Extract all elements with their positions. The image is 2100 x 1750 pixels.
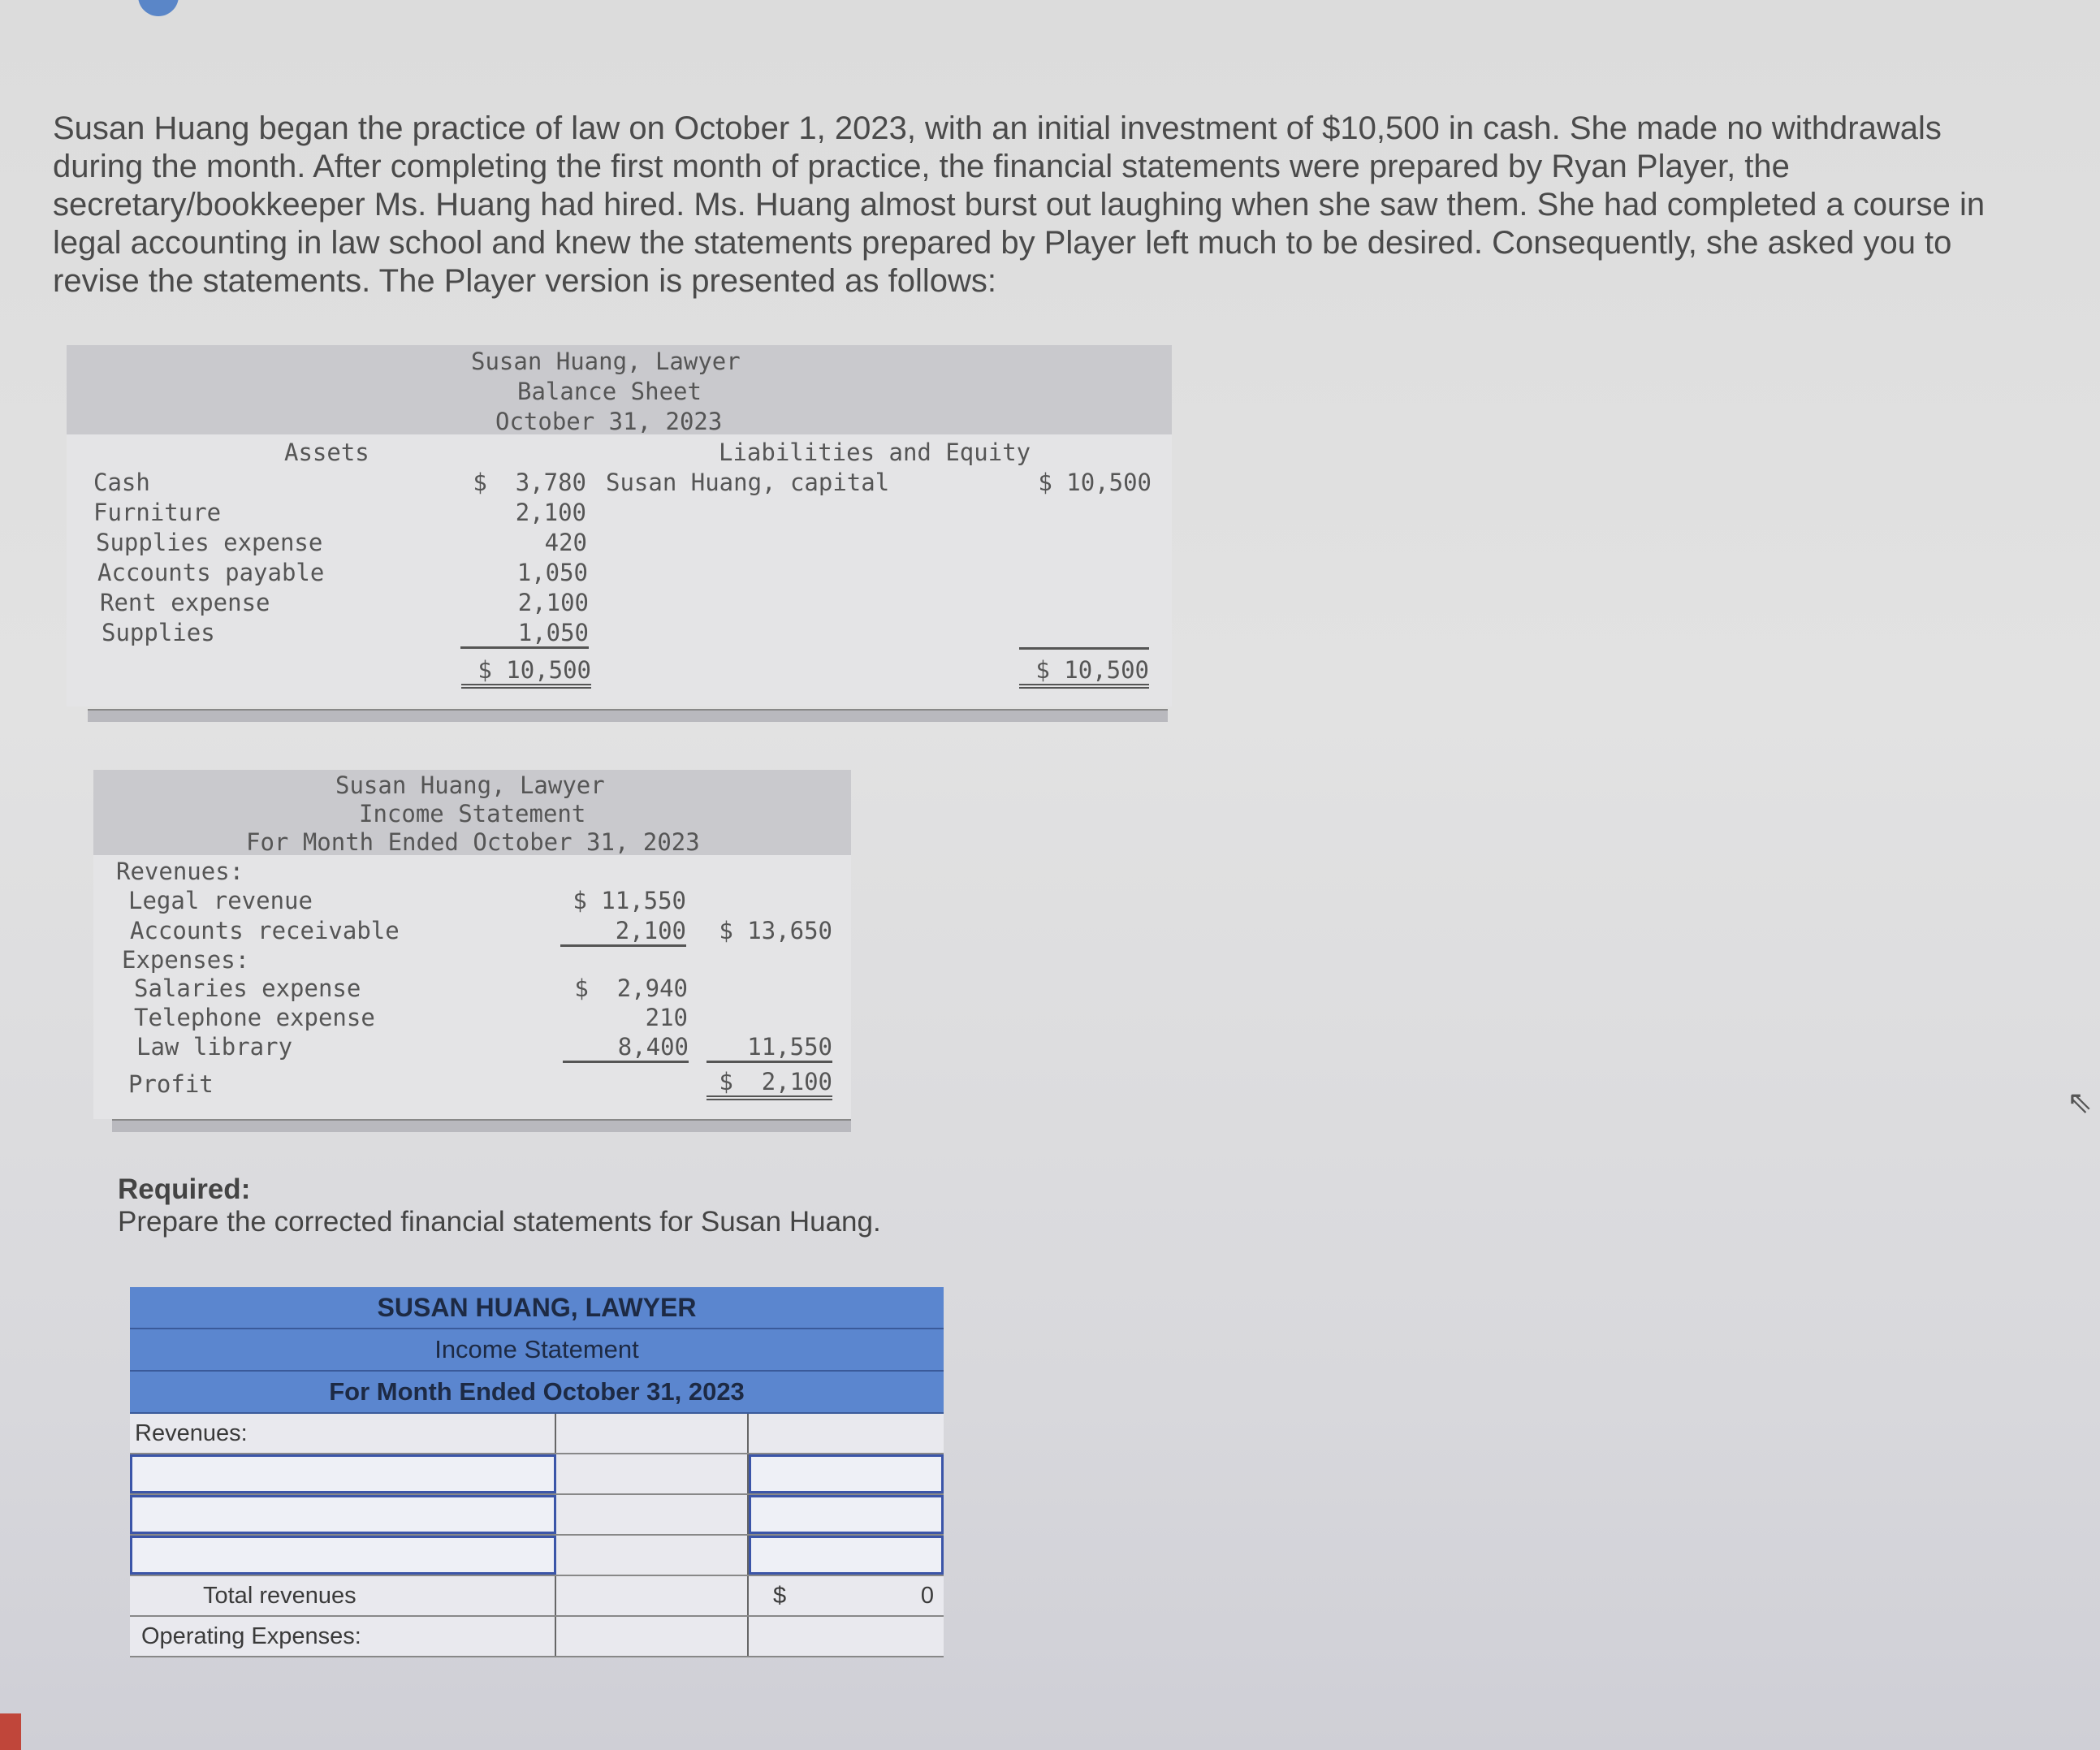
exp-total: 11,550 (706, 1033, 832, 1063)
required-heading: Required: (118, 1173, 251, 1205)
revenue-account-select[interactable] (130, 1536, 556, 1575)
asset-label: Supplies (102, 619, 215, 646)
revenues-label: Revenues: (116, 858, 244, 885)
is-subtitle: Income Statement (359, 800, 586, 827)
exp-value: 210 (645, 1004, 688, 1031)
problem-text: Susan Huang began the practice of law on October 1, 2023, with an initial investment of $10,500 in cash. She made no withdrawals during the month. After completing the first month of practice, the financial statements were prepared by Ryan Player, the secretary/bookkeeper Ms. Huang had hired. Ms. Huang almost burst out laughing when she saw them. She had completed a course in legal accounting in law school and knew the statements prepared by Player left much to be desired. Consequently, she asked you to revise the statements. The Player version is presented as follows: (53, 110, 1985, 299)
rev-label: Legal revenue (128, 887, 313, 914)
divider (112, 1119, 851, 1132)
asset-label: Accounts payable (97, 559, 325, 586)
capital-value: $ 10,500 (1038, 469, 1152, 496)
revenue-amount-input[interactable] (749, 1495, 944, 1534)
bs-date: October 31, 2023 (495, 408, 723, 435)
rev-total: $ 13,650 (719, 917, 832, 944)
income-statement-form (130, 1287, 944, 1657)
bs-subtitle: Balance Sheet (517, 378, 702, 405)
divider (88, 709, 1168, 722)
currency: $ (773, 1583, 787, 1609)
exp-label: Law library (136, 1033, 293, 1061)
asset-value: $ 3,780 (473, 469, 586, 496)
exp-label: Salaries expense (134, 974, 361, 1002)
liab-header: Liabilities and Equity (719, 439, 1031, 466)
exp-value: $ 2,940 (574, 974, 688, 1002)
asset-value: 420 (544, 529, 587, 556)
revenue-amount-input[interactable] (749, 1536, 944, 1575)
exp-value: 8,400 (563, 1033, 689, 1063)
required-text: Prepare the corrected financial statements for Susan Huang. (118, 1206, 881, 1238)
exp-label: Telephone expense (134, 1004, 375, 1031)
form-subtitle: Income Statement (130, 1329, 944, 1372)
asset-label: Rent expense (100, 589, 270, 616)
operating-expenses-label: Operating Expenses: (130, 1617, 556, 1656)
rev-value: $ 11,550 (573, 887, 686, 914)
profit-value: $ 2,100 (706, 1068, 832, 1100)
mouse-cursor-icon: ⇖ (2067, 1086, 2093, 1120)
form-title: SUSAN HUANG, LAWYER (130, 1287, 944, 1329)
asset-value: 1,050 (516, 559, 588, 586)
is-title: Susan Huang, Lawyer (335, 771, 605, 799)
total-assets: $ 10,500 (461, 656, 591, 689)
assets-header: Assets (284, 439, 369, 466)
total-liab: $ 10,500 (1019, 656, 1149, 689)
asset-value: 1,050 (460, 619, 589, 649)
revenue-amount-input[interactable] (749, 1454, 944, 1493)
rev-value: 2,100 (560, 917, 686, 947)
expenses-label: Expenses: (122, 946, 250, 974)
capital-label: Susan Huang, capital (606, 469, 890, 496)
rev-label: Accounts receivable (130, 917, 400, 944)
divider (1019, 647, 1149, 650)
revenue-account-select[interactable] (130, 1495, 556, 1534)
asset-label: Cash (93, 469, 150, 496)
side-tab[interactable] (0, 1713, 21, 1750)
asset-label: Furniture (93, 499, 222, 526)
total-revenues-value: 0 (920, 1583, 934, 1609)
asset-value: 2,100 (515, 499, 586, 526)
asset-value: 2,100 (517, 589, 589, 616)
profit-label: Profit (128, 1070, 214, 1098)
info-icon[interactable] (138, 0, 179, 16)
required-section (118, 1173, 881, 1238)
revenues-label: Revenues: (130, 1414, 556, 1453)
total-revenues-label: Total revenues (130, 1576, 556, 1615)
asset-label: Supplies expense (96, 529, 323, 556)
bs-title: Susan Huang, Lawyer (471, 348, 741, 375)
form-period: For Month Ended October 31, 2023 (130, 1372, 944, 1414)
revenue-account-select[interactable] (130, 1454, 556, 1493)
is-period: For Month Ended October 31, 2023 (246, 828, 700, 856)
